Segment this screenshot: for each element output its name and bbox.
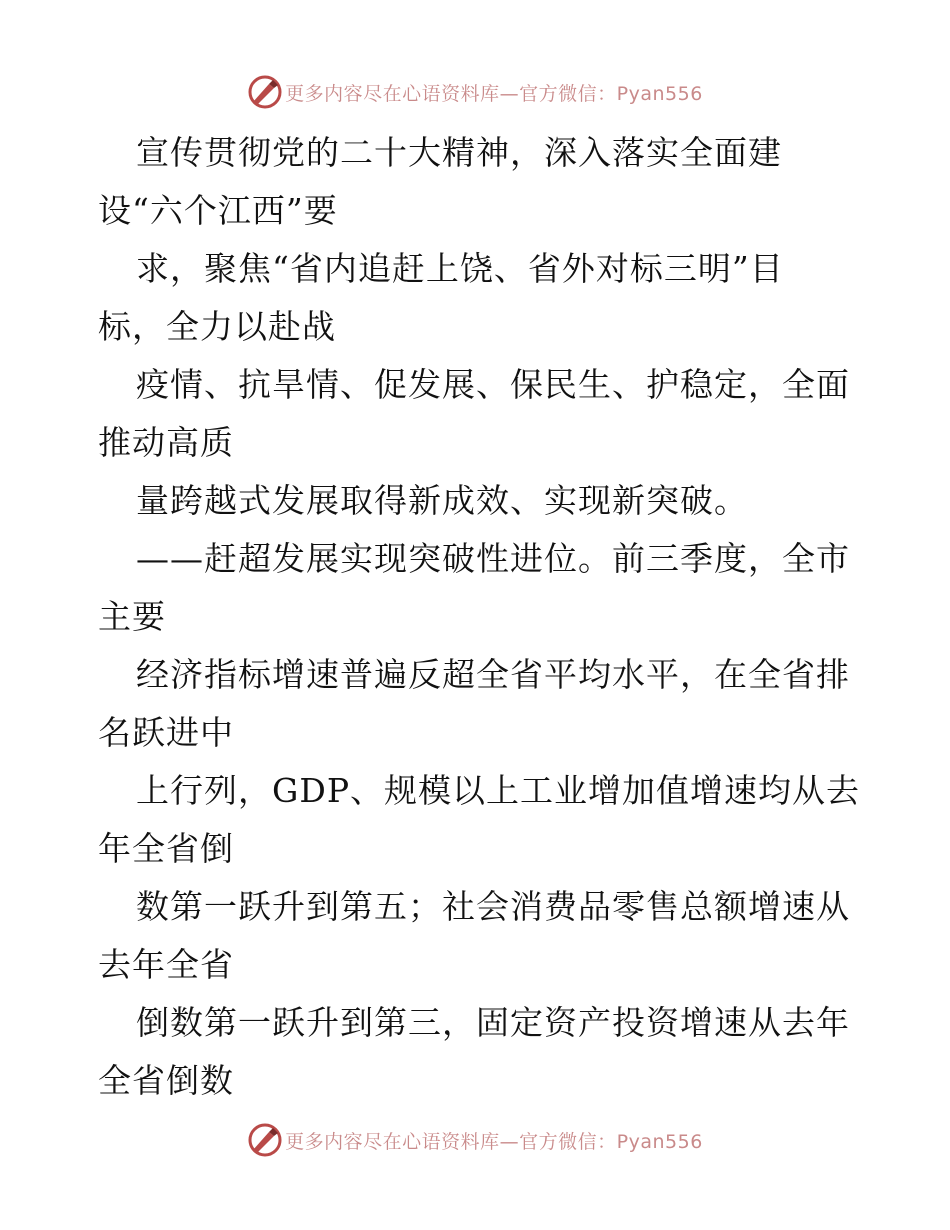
text-line: 上行列，GDP、规模以上工业增加值增速均从去 — [136, 771, 861, 810]
text-line: ——赶超发展实现突破性进位。前三季度，全市 — [136, 539, 850, 578]
watermark-header — [0, 72, 950, 112]
text-line: 经济指标增速普遍反超全省平均水平，在全省排 — [136, 655, 850, 694]
text-line: 求，聚焦“省内追赶上饶、省外对标三明”目 — [136, 249, 784, 288]
watermark-footer — [0, 1120, 950, 1160]
watermark-text: 更多内容尽在心语资料库—官方微信：Pyan556 — [285, 82, 703, 105]
text-line: 主要 — [98, 597, 166, 636]
text-line: 推动高质 — [98, 423, 234, 462]
text-line: 标，全力以赴战 — [98, 307, 336, 346]
text-line: 数第一跃升到第五；社会消费品零售总额增速从 — [136, 887, 850, 926]
text-line: 疫情、抗旱情、促发展、保民生、护稳定，全面 — [136, 365, 850, 404]
text-line: 宣传贯彻党的二十大精神，深入落实全面建 — [136, 133, 782, 172]
text-line: 去年全省 — [98, 945, 234, 984]
text-line: 全省倒数 — [98, 1061, 234, 1100]
text-line: 年全省倒 — [98, 829, 234, 868]
watermark-text: 更多内容尽在心语资料库—官方微信：Pyan556 — [285, 1130, 703, 1153]
pen-circle-icon — [247, 74, 283, 110]
text-line: 名跃进中 — [98, 713, 234, 752]
pen-circle-icon — [247, 1122, 283, 1158]
text-line: 倒数第一跃升到第三，固定资产投资增速从去年 — [136, 1003, 850, 1042]
text-line: 量跨越式发展取得新成效、实现新突破。 — [136, 481, 748, 520]
document-body — [98, 124, 861, 1110]
text-line: 设“六个江西”要 — [98, 191, 338, 230]
